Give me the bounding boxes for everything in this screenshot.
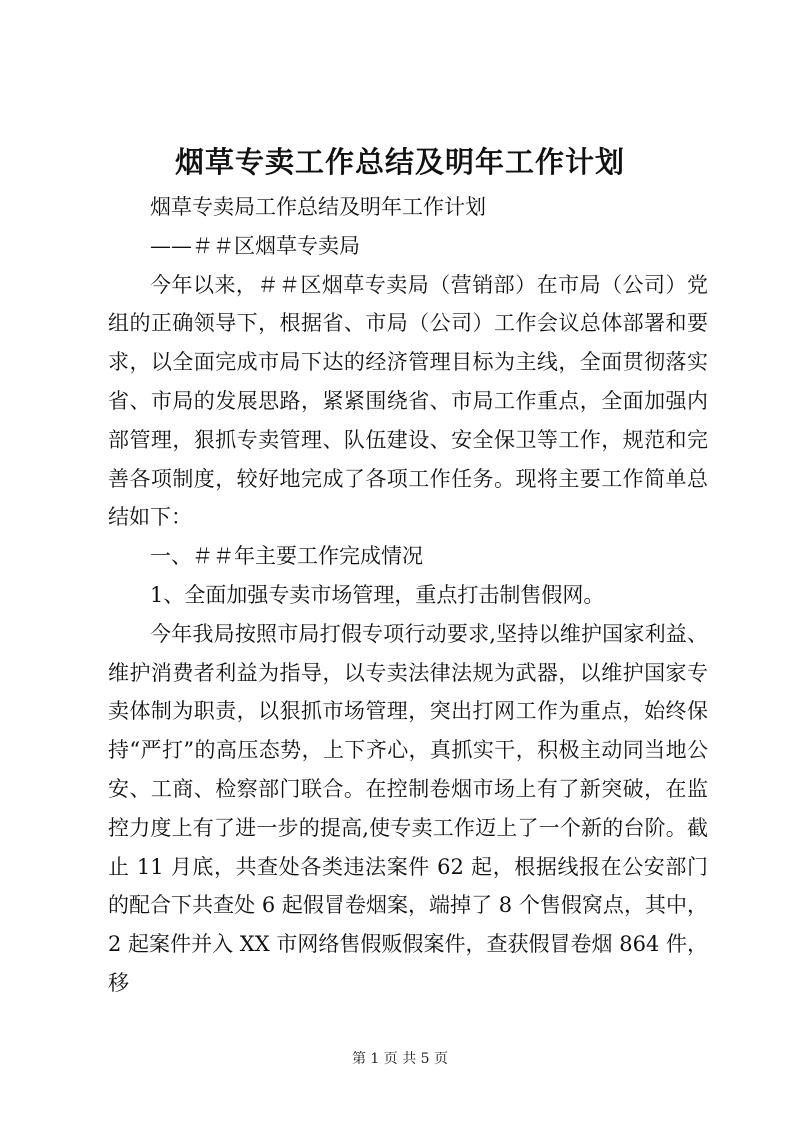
subtitle-paragraph: 烟草专卖局工作总结及明年工作计划 bbox=[150, 195, 486, 219]
body-paragraph: 今年我局按照市局打假专项行动要求,坚持以维护国家利益、维护消费者利益为指导，以专卖法律法规为武器，以维护国家专卖体制为职责，以狠抓市场管理，突出打网工作为重点，始终保持“严打”的高压态势，上下齐心，真抓实干，积极主动同当地公安、工商、检察部门联合。在控制卷烟市场上有了新突破，在监控力度上有了进一步的提高,使专卖工作迈上了一个新的台阶。截止 11 月底，共查处各类违法案件 62 起，根据线报在公安部门的配合下共查处 6 起假冒卷烟案，端掉了 8 个售假窝点，其中，2 起案件并入 XX 市网络售假贩假案件，查获假冒卷烟 864 件，移 bbox=[108, 621, 708, 995]
document-body bbox=[108, 188, 708, 1003]
intro-paragraph: 今年以来，＃＃区烟草专卖局（营销部）在市局（公司）党组的正确领导下，根据省、市局（公司）工作会议总体部署和要求，以全面完成市局下达的经济管理目标为主线，全面贯彻落实省、市局的发展思路，紧紧围绕省、市局工作重点，全面加强内部管理，狠抓专卖管理、队伍建设、安全保卫等工作，规范和完善各项制度，较好地完成了各项工作任务。现将主要工作简单总结如下： bbox=[108, 272, 708, 530]
author-paragraph: ——＃＃区烟草专卖局 bbox=[150, 233, 360, 258]
document-title: 烟草专卖工作总结及明年工作计划 bbox=[174, 145, 625, 179]
subsection-heading: 1、全面加强专卖市场管理，重点打击制售假网。 bbox=[150, 582, 605, 607]
page-footer: 第 1 页 共 5 页 bbox=[351, 1051, 449, 1067]
section-heading: 一、＃＃年主要工作完成情况 bbox=[150, 544, 423, 569]
